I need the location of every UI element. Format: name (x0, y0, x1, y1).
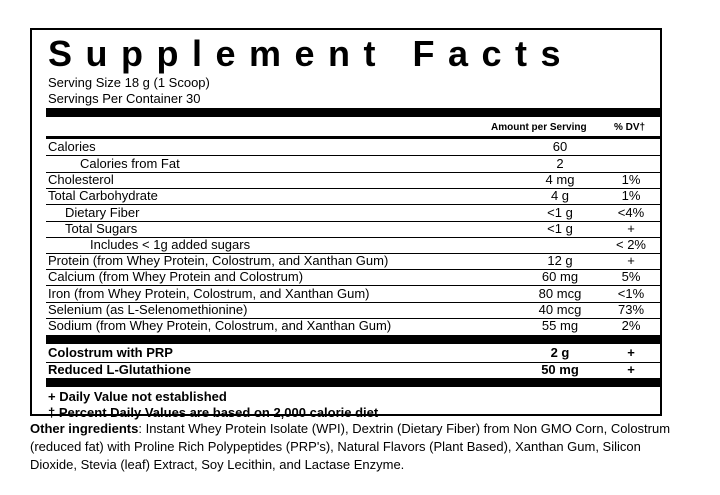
thick-divider-top (46, 108, 662, 117)
row-dv: 5% (621, 269, 641, 284)
table-row (32, 345, 662, 361)
daily-value-header: % DV† (614, 122, 646, 133)
table-row (32, 139, 662, 155)
row-dv: 1% (621, 172, 641, 187)
row-name: Dietary Fiber (65, 205, 140, 220)
row-dv: + (627, 345, 635, 360)
servings-per-container: Servings Per Container 30 (48, 91, 201, 106)
row-name: Calcium (from Whey Protein and Colostrum) (48, 269, 304, 284)
row-amount: 4 g (550, 188, 570, 203)
supplement-facts-panel (30, 28, 662, 420)
row-dv: + (627, 362, 635, 377)
footnote-daily-value: + Daily Value not established (48, 389, 227, 404)
table-row (32, 172, 662, 188)
row-amount: 4 mg (545, 172, 575, 187)
other-ingredients (30, 420, 680, 474)
table-row (32, 188, 662, 204)
row-amount: 80 mcg (538, 286, 582, 301)
table-row (32, 362, 662, 378)
row-amount: 55 mg (541, 318, 579, 333)
table-row (32, 205, 662, 221)
row-dv: <4% (617, 205, 645, 220)
row-dv: + (627, 253, 635, 268)
table-row (32, 302, 662, 318)
table-row (32, 318, 662, 334)
panel-title: Supplement Facts (48, 33, 575, 74)
thick-divider-bottom (46, 378, 662, 387)
row-name: Protein (from Whey Protein, Colostrum, and Xanthan Gum) (48, 253, 389, 268)
row-amount: <1 g (547, 221, 573, 236)
row-name: Includes < 1g added sugars (90, 237, 251, 252)
row-name: Calories (48, 139, 96, 154)
row-amount: 2 (556, 156, 564, 171)
table-row (32, 253, 662, 269)
serving-size: Serving Size 18 g (1 Scoop) (48, 75, 210, 90)
row-amount: 2 g (550, 345, 570, 360)
other-ingredients-text: : Instant Whey Protein Isolate (WPI), Dextrin (Dietary Fiber) from Non GMO Corn, Colostrum (reduced fat) with Proline Rich Polypeptides (PRP's), Natural Flavors (Plant Based), Xanthan Gum, Silicon Dioxide, Stevia (leaf) Extract, Soy Lecithin, and Lactase Enzyme. (30, 421, 671, 472)
row-dv: + (627, 221, 635, 236)
row-amount: 50 mg (541, 362, 579, 377)
row-name: Reduced L-Glutathione (48, 362, 191, 377)
row-amount: <1 g (547, 205, 573, 220)
table-row (32, 156, 662, 172)
row-amount: 60 mg (541, 269, 579, 284)
row-name: Total Sugars (65, 221, 138, 236)
row-dv: < 2% (616, 237, 646, 252)
other-ingredients-label: Other ingredients (30, 421, 139, 436)
row-name: Cholesterol (48, 172, 114, 187)
table-row (32, 221, 662, 237)
table-row (32, 286, 662, 302)
row-dv: 2% (621, 318, 641, 333)
row-name: Iron (from Whey Protein, Colostrum, and Xanthan Gum) (48, 286, 370, 301)
table-row (32, 269, 662, 285)
row-amount: 12 g (547, 253, 573, 268)
row-dv: 73% (617, 302, 645, 317)
row-name: Colostrum with PRP (48, 345, 173, 360)
row-amount: 40 mcg (538, 302, 582, 317)
row-name: Calories from Fat (80, 156, 180, 171)
row-amount: 60 (552, 139, 568, 154)
row-name: Total Carbohydrate (48, 188, 158, 203)
table-row (32, 237, 662, 253)
row-dv: <1% (617, 286, 645, 301)
thick-divider-mid (46, 335, 662, 344)
footnote-percent-daily: † Percent Daily Values are based on 2,000 calorie diet (48, 405, 379, 420)
amount-per-serving-header: Amount per Serving (491, 122, 587, 133)
row-dv: 1% (621, 188, 641, 203)
row-name: Sodium (from Whey Protein, Colostrum, and Xanthan Gum) (48, 318, 392, 333)
row-name: Selenium (as L-Selenomethionine) (48, 302, 248, 317)
